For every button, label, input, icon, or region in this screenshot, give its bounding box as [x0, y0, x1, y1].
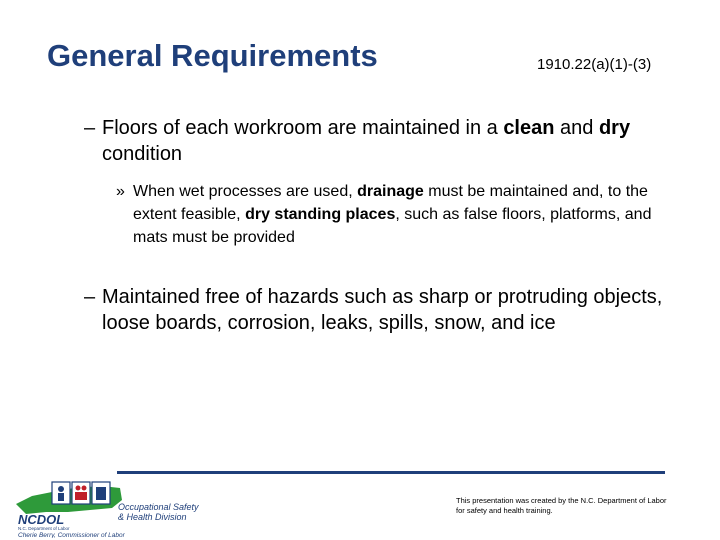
footer-note: This presentation was created by the N.C. Department of Labor for safety and health training. — [456, 496, 667, 515]
bullet-text: Floors of each workroom are maintained in a clean and dry condition — [102, 117, 631, 165]
sub-bullet-marker: » — [116, 183, 125, 200]
ncdol-logo — [12, 474, 212, 538]
bullet-marker: – — [84, 117, 96, 139]
bullet-free-of-hazards — [84, 284, 694, 336]
bullet-marker: – — [84, 286, 96, 308]
logo-acronym: NCDOL — [18, 512, 65, 527]
slide-title: General Requirements — [47, 38, 378, 73]
sub-bullet-text: When wet processes are used, drainage must be maintained and, to the extent feasible, dry standing places, such as false floors, platforms, and mats must be provided — [133, 183, 652, 246]
bullet-text: Maintained free of hazards such as sharp or protruding objects, loose boards, corrosion, leaks, spills, snow, and ice — [102, 286, 663, 334]
bullet-floors-clean-dry — [84, 115, 694, 167]
logo-division-line1: Occupational Safety — [118, 502, 199, 512]
logo-commissioner: Cherie Berry, Commissioner of Labor — [18, 532, 125, 538]
standard-citation: 1910.22(a)(1)-(3) — [537, 56, 652, 73]
sub-bullet-wet-processes — [116, 180, 686, 249]
logo-division-line2: & Health Division — [118, 512, 187, 522]
logo-dept: N.C. Department of Labor — [18, 526, 70, 531]
